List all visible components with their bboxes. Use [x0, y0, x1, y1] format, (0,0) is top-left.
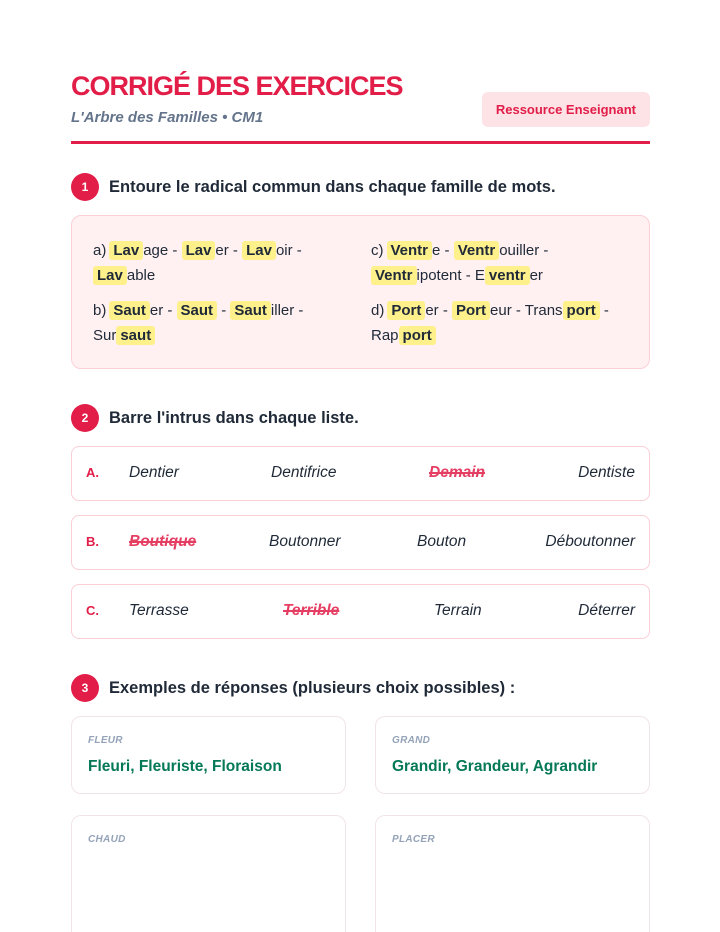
- word-family-line: [93, 238, 302, 263]
- radical-highlight: Ventr: [454, 241, 500, 260]
- answer-card: [375, 716, 650, 794]
- radical-highlight: Lav: [109, 241, 143, 260]
- radical-highlight: Saut: [230, 301, 271, 320]
- header-divider: [71, 141, 650, 144]
- family-label: d): [371, 302, 385, 319]
- word-family-line: [371, 323, 609, 348]
- radical-highlight: Ventr: [387, 241, 433, 260]
- family-label: c): [371, 242, 384, 259]
- word-fragment: ipotent - E: [416, 267, 485, 284]
- radical-highlight: Port: [387, 301, 425, 320]
- word-fragment: iller -: [270, 302, 304, 319]
- list-word: Dentifrice: [271, 464, 337, 481]
- list-letter: B.: [86, 534, 99, 549]
- page-subtitle: L'Arbre des Familles • CM1: [71, 109, 264, 126]
- radical-highlight: Ventr: [371, 266, 417, 285]
- word-fragment: er: [529, 267, 543, 284]
- radical-highlight: Lav: [242, 241, 276, 260]
- word-fragment: -: [599, 302, 609, 319]
- exercise-number-badge: 1: [71, 173, 99, 201]
- resource-badge: Ressource Enseignant: [482, 92, 650, 127]
- radical-highlight: Port: [452, 301, 490, 320]
- word-family: [93, 298, 303, 348]
- exercise-1-heading: [71, 173, 556, 201]
- answer-card-words: Grandir, Grandeur, Agrandir: [392, 758, 598, 775]
- answer-card-label: PLACER: [392, 834, 435, 845]
- exercise-3-heading: [71, 674, 515, 702]
- list-word: Dentier: [129, 464, 179, 481]
- radical-highlight: port: [399, 326, 436, 345]
- word-family-line: [93, 263, 302, 288]
- word-family: [93, 238, 302, 288]
- word-fragment: er -: [425, 302, 453, 319]
- intrus-list: [71, 446, 650, 501]
- exercise-title: Exemples de réponses (plusieurs choix possibles) :: [109, 678, 516, 697]
- intruder-word: Boutique: [129, 533, 197, 550]
- list-word: Déboutonner: [545, 533, 635, 550]
- exercise-title: Barre l'intrus dans chaque liste.: [109, 408, 359, 427]
- answer-card-words: Fleuri, Fleuriste, Floraison: [88, 758, 282, 775]
- word-fragment: e -: [432, 242, 454, 259]
- intruder-word: Demain: [429, 464, 485, 481]
- radical-highlight: Lav: [182, 241, 216, 260]
- intrus-list: [71, 584, 650, 639]
- word-fragment: eur - Trans: [490, 302, 563, 319]
- word-fragment: Rap: [371, 327, 399, 344]
- page-header: [71, 70, 650, 144]
- exercise-1-answers: [71, 215, 650, 369]
- intrus-list: [71, 515, 650, 570]
- word-family: [371, 238, 548, 288]
- list-word: Boutonner: [269, 533, 341, 550]
- radical-highlight: Lav: [93, 266, 127, 285]
- list-word: Terrasse: [129, 602, 189, 619]
- answer-card-label: GRAND: [392, 735, 431, 746]
- word-fragment: -: [217, 302, 231, 319]
- word-family-line: [93, 323, 303, 348]
- list-word: Terrain: [434, 602, 482, 619]
- word-family-line: [371, 263, 548, 288]
- radical-highlight: Saut: [177, 301, 218, 320]
- word-family: [371, 298, 609, 348]
- answer-card-label: CHAUD: [88, 834, 126, 845]
- answer-card: [71, 716, 346, 794]
- word-fragment: oir -: [275, 242, 302, 259]
- word-fragment: Sur: [93, 327, 117, 344]
- word-fragment: age -: [143, 242, 182, 259]
- answer-card: [375, 815, 650, 932]
- radical-highlight: port: [563, 301, 600, 320]
- page-title: CORRIGÉ DES EXERCICES: [71, 71, 403, 101]
- word-family-line: [371, 238, 548, 263]
- family-label: a): [93, 242, 107, 259]
- exercise-number-badge: 2: [71, 404, 99, 432]
- word-fragment: able: [126, 267, 156, 284]
- list-word: Déterrer: [578, 602, 635, 619]
- word-family-line: [371, 298, 609, 323]
- list-word: Bouton: [417, 533, 467, 550]
- word-fragment: er -: [149, 302, 177, 319]
- word-fragment: ouiller -: [499, 242, 549, 259]
- exercise-2-heading: [71, 404, 359, 432]
- radical-highlight: ventr: [485, 266, 530, 285]
- answer-card: [71, 815, 346, 932]
- list-word: Dentiste: [578, 464, 635, 481]
- answer-card-label: FLEUR: [88, 735, 123, 746]
- list-letter: A.: [86, 465, 99, 480]
- exercise-title: Entoure le radical commun dans chaque famille de mots.: [109, 177, 556, 196]
- radical-highlight: Saut: [109, 301, 150, 320]
- radical-highlight: saut: [116, 326, 155, 345]
- word-fragment: er -: [215, 242, 243, 259]
- list-letter: C.: [86, 603, 99, 618]
- intruder-word: Terrible: [283, 602, 340, 619]
- family-label: b): [93, 302, 107, 319]
- word-family-line: [93, 298, 303, 323]
- exercise-number-badge: 3: [71, 674, 99, 702]
